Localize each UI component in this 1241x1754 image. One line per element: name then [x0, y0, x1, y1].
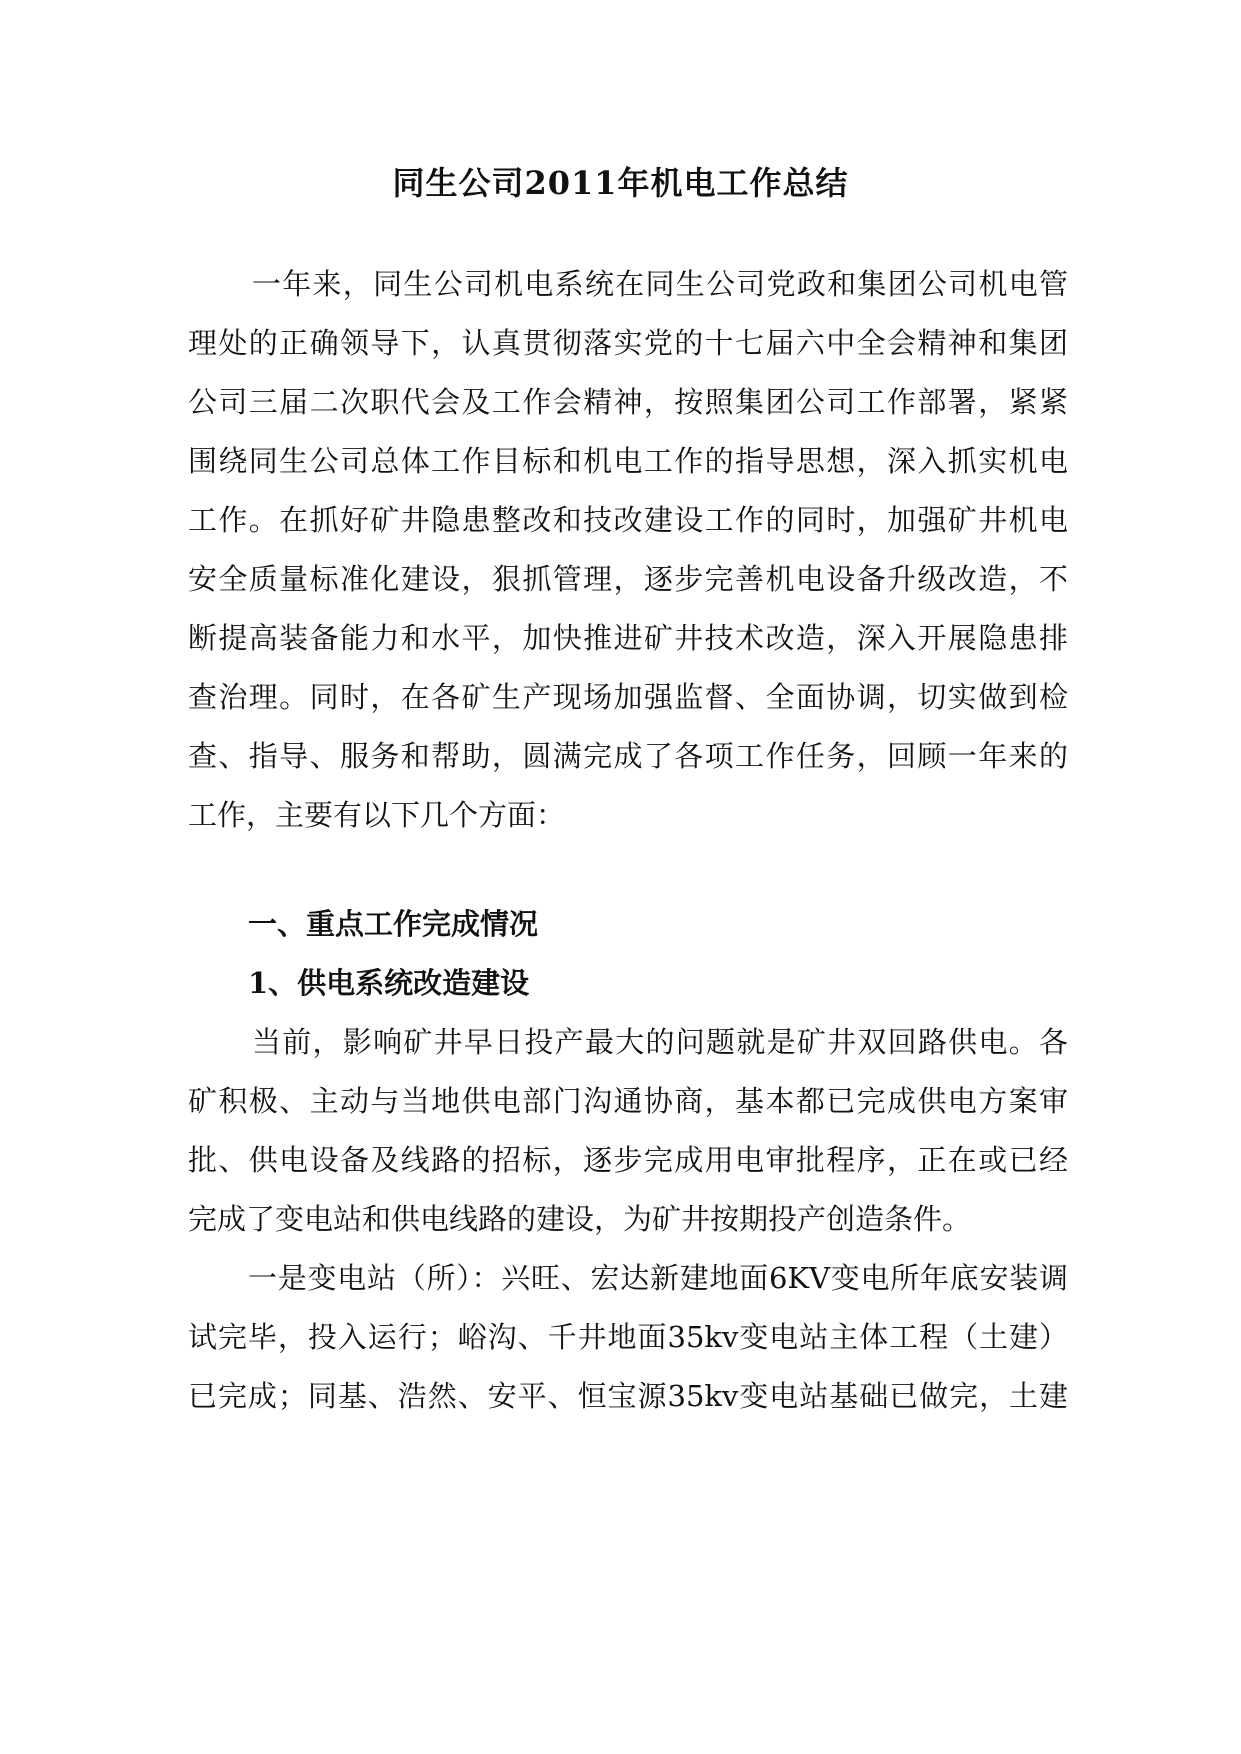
paragraph-line: 完成了变电站和供电线路的建设，为矿井按期投产创造条件。	[188, 1202, 972, 1236]
paragraph-line: 矿积极、主动与当地供电部门沟通协商，基本都已完成供电方案审	[188, 1084, 1068, 1118]
document-title: 同生公司2011年机电工作总结	[392, 164, 849, 202]
paragraph-line: 当前，影响矿井早日投产最大的问题就是矿井双回路供电。各	[252, 1025, 1068, 1059]
intro-line: 工作，主要有以下几个方面：	[188, 798, 566, 832]
subsection-heading: 1、供电系统改造建设	[248, 966, 530, 1000]
intro-line: 围绕同生公司总体工作目标和机电工作的指导思想，深入抓实机电	[188, 444, 1068, 478]
paragraph-line: 一是变电站（所）：兴旺、宏达新建地面6KV变电所年底安装调	[248, 1261, 1068, 1295]
intro-line: 查、指导、服务和帮助，圆满完成了各项工作任务，回顾一年来的	[188, 739, 1068, 773]
intro-line: 公司三届二次职代会及工作会精神，按照集团公司工作部署，紧紧	[188, 385, 1068, 419]
intro-line: 安全质量标准化建设，狠抓管理，逐步完善机电设备升级改造，不	[188, 562, 1068, 596]
intro-line: 查治理。同时，在各矿生产现场加强监督、全面协调，切实做到检	[188, 680, 1068, 714]
intro-line: 理处的正确领导下，认真贯彻落实党的十七届六中全会精神和集团	[188, 326, 1068, 360]
paragraph-line: 批、供电设备及线路的招标，逐步完成用电审批程序，正在或已经	[188, 1143, 1068, 1177]
intro-line: 一年来，同生公司机电系统在同生公司党政和集团公司机电管	[252, 267, 1068, 301]
paragraph-line: 已完成；同基、浩然、安平、恒宝源35kv变电站基础已做完，土建	[188, 1379, 1068, 1413]
intro-line: 工作。在抓好矿井隐患整改和技改建设工作的同时，加强矿井机电	[188, 503, 1068, 537]
paragraph-line: 试完毕，投入运行；峪沟、千井地面35kv变电站主体工程（土建）	[188, 1320, 1068, 1354]
intro-line: 断提高装备能力和水平，加快推进矿井技术改造，深入开展隐患排	[188, 621, 1068, 655]
section-heading: 一、重点工作完成情况	[248, 907, 539, 941]
